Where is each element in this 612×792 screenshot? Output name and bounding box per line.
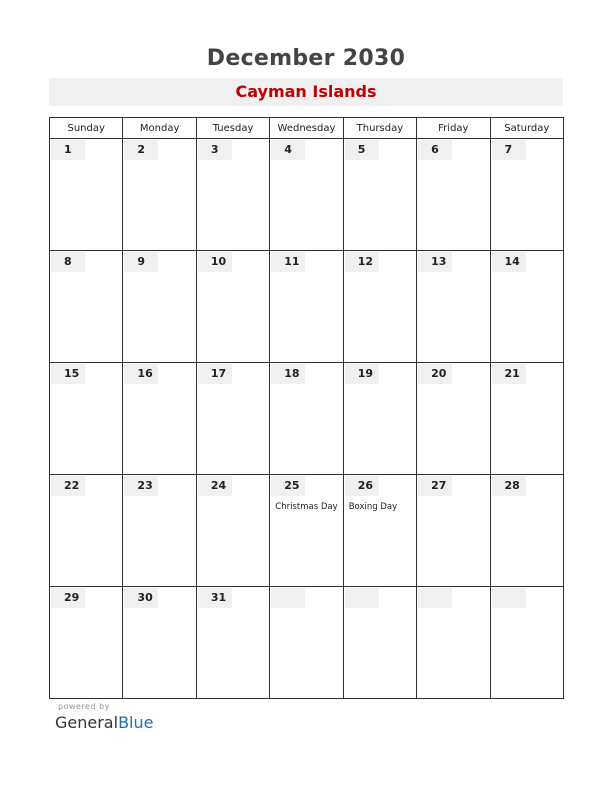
day-number: 24 bbox=[198, 476, 232, 496]
day-cell bbox=[343, 251, 416, 363]
holiday-label: Christmas Day bbox=[275, 502, 338, 512]
day-cell bbox=[490, 139, 563, 251]
day-cell bbox=[343, 475, 416, 587]
day-cell bbox=[123, 251, 196, 363]
day-cell bbox=[343, 139, 416, 251]
day-number: 18 bbox=[271, 364, 305, 384]
day-number: 8 bbox=[51, 252, 85, 272]
day-number: 2 bbox=[124, 140, 158, 160]
day-cell bbox=[490, 587, 563, 699]
day-number: 30 bbox=[124, 588, 158, 608]
weekday-sunday: Sunday bbox=[50, 118, 123, 139]
day-number: 29 bbox=[51, 588, 85, 608]
weekday-monday: Monday bbox=[123, 118, 196, 139]
day-number: 31 bbox=[198, 588, 232, 608]
day-cell bbox=[50, 587, 123, 699]
day-cell bbox=[50, 139, 123, 251]
weekday-tuesday: Tuesday bbox=[196, 118, 269, 139]
day-number: 10 bbox=[198, 252, 232, 272]
day-number: 17 bbox=[198, 364, 232, 384]
week-row bbox=[50, 475, 564, 587]
country-name: Cayman Islands bbox=[235, 82, 377, 101]
day-cell bbox=[196, 587, 269, 699]
day-number: 14 bbox=[492, 252, 526, 272]
day-number: 25 bbox=[271, 476, 305, 496]
day-cell bbox=[343, 363, 416, 475]
week-row bbox=[50, 587, 564, 699]
day-number bbox=[345, 588, 379, 608]
day-cell bbox=[123, 475, 196, 587]
day-cell bbox=[417, 363, 490, 475]
week-row bbox=[50, 363, 564, 475]
day-number: 19 bbox=[345, 364, 379, 384]
calendar-grid bbox=[49, 117, 564, 699]
page-title: December 2030 bbox=[206, 46, 406, 71]
day-number: 22 bbox=[51, 476, 85, 496]
day-cell bbox=[490, 363, 563, 475]
day-number: 28 bbox=[492, 476, 526, 496]
day-cell bbox=[490, 475, 563, 587]
day-number: 27 bbox=[418, 476, 452, 496]
day-cell bbox=[123, 587, 196, 699]
day-number: 15 bbox=[51, 364, 85, 384]
day-number: 9 bbox=[124, 252, 158, 272]
day-number bbox=[492, 588, 526, 608]
day-cell bbox=[270, 139, 343, 251]
brand-general: General bbox=[55, 713, 119, 732]
brand-blue: Blue bbox=[118, 713, 154, 732]
day-number bbox=[271, 588, 305, 608]
day-cell bbox=[270, 251, 343, 363]
weekday-saturday: Saturday bbox=[490, 118, 563, 139]
weekday-friday: Friday bbox=[417, 118, 490, 139]
day-cell bbox=[270, 363, 343, 475]
day-cell bbox=[417, 139, 490, 251]
day-cell bbox=[50, 363, 123, 475]
day-number: 1 bbox=[51, 140, 85, 160]
day-cell bbox=[417, 251, 490, 363]
day-cell bbox=[270, 587, 343, 699]
weekday-thursday: Thursday bbox=[343, 118, 416, 139]
day-number: 12 bbox=[345, 252, 379, 272]
country-banner bbox=[49, 78, 563, 106]
holiday-label: Boxing Day bbox=[348, 502, 398, 512]
day-cell bbox=[417, 587, 490, 699]
day-cell bbox=[343, 587, 416, 699]
day-cell bbox=[123, 363, 196, 475]
day-cell bbox=[270, 475, 343, 587]
day-cell bbox=[490, 251, 563, 363]
week-row bbox=[50, 139, 564, 251]
day-number: 16 bbox=[124, 364, 158, 384]
day-cell bbox=[50, 475, 123, 587]
day-number: 3 bbox=[198, 140, 232, 160]
day-number: 23 bbox=[124, 476, 158, 496]
weekday-wednesday: Wednesday bbox=[270, 118, 343, 139]
weekday-header-row bbox=[50, 118, 564, 139]
day-number: 5 bbox=[345, 140, 379, 160]
day-cell bbox=[196, 363, 269, 475]
day-cell bbox=[196, 139, 269, 251]
powered-by-label: powered by bbox=[58, 702, 110, 711]
day-number: 11 bbox=[271, 252, 305, 272]
day-number: 4 bbox=[271, 140, 305, 160]
day-number: 21 bbox=[492, 364, 526, 384]
generalblue-logo[interactable] bbox=[55, 713, 153, 732]
day-cell bbox=[196, 251, 269, 363]
day-cell bbox=[50, 251, 123, 363]
week-row bbox=[50, 251, 564, 363]
day-number: 26 bbox=[345, 476, 379, 496]
day-number bbox=[418, 588, 452, 608]
day-cell bbox=[196, 475, 269, 587]
day-number: 7 bbox=[492, 140, 526, 160]
day-number: 13 bbox=[418, 252, 452, 272]
day-cell bbox=[123, 139, 196, 251]
day-number: 20 bbox=[418, 364, 452, 384]
day-cell bbox=[417, 475, 490, 587]
day-number: 6 bbox=[418, 140, 452, 160]
